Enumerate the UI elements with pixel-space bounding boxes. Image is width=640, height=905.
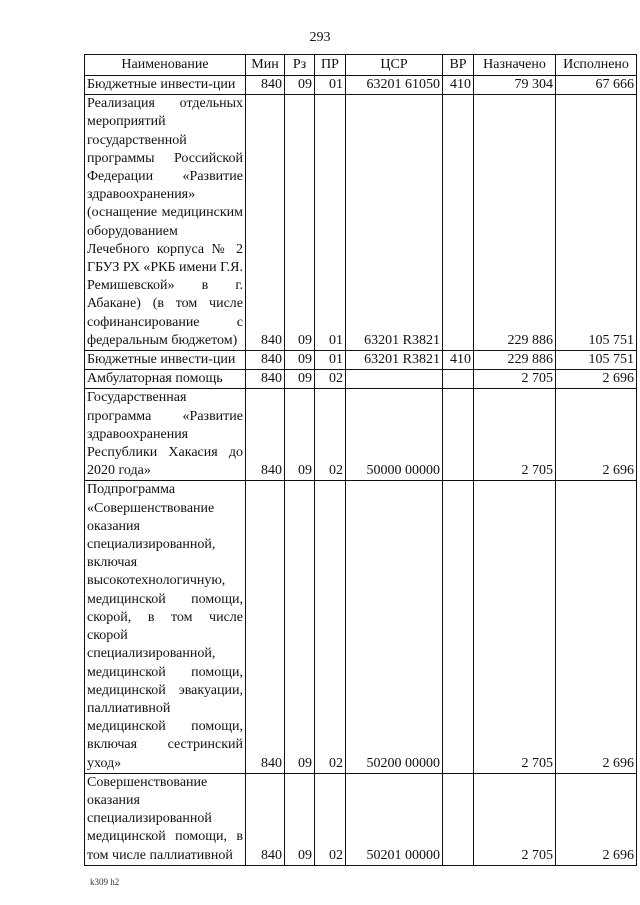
row-executed: 2 696 xyxy=(556,773,637,865)
row-assigned: 79 304 xyxy=(474,76,556,95)
row-rz: 09 xyxy=(285,370,315,389)
footer-code: k309 h2 xyxy=(90,877,120,887)
row-vr xyxy=(443,95,474,351)
row-csr: 50000 00000 xyxy=(346,389,443,481)
row-min: 840 xyxy=(246,370,285,389)
table-header-row xyxy=(85,55,637,76)
header-csr: ЦСР xyxy=(346,55,443,76)
row-name: Бюджетные инвести-ции xyxy=(85,351,246,370)
table-row xyxy=(85,481,637,773)
row-min: 840 xyxy=(246,389,285,481)
row-assigned: 2 705 xyxy=(474,773,556,865)
row-name: Государственная программа «Развитие здравоохранения Республики Хакасия до 2020 года» xyxy=(85,389,246,481)
header-vr: ВР xyxy=(443,55,474,76)
row-name: Амбулаторная помощь xyxy=(85,370,246,389)
row-vr: 410 xyxy=(443,76,474,95)
row-csr: 63201 R3821 xyxy=(346,351,443,370)
table-row xyxy=(85,370,637,389)
row-executed: 2 696 xyxy=(556,389,637,481)
row-vr: 410 xyxy=(443,351,474,370)
row-csr: 50201 00000 xyxy=(346,773,443,865)
row-assigned: 2 705 xyxy=(474,389,556,481)
page-number: 293 xyxy=(309,30,331,45)
row-executed: 2 696 xyxy=(556,481,637,773)
table-row xyxy=(85,389,637,481)
row-executed: 2 696 xyxy=(556,370,637,389)
row-pr: 01 xyxy=(315,76,346,95)
row-min: 840 xyxy=(246,481,285,773)
table-row xyxy=(85,351,637,370)
row-rz: 09 xyxy=(285,76,315,95)
header-executed: Исполнено xyxy=(556,55,637,76)
row-assigned: 229 886 xyxy=(474,351,556,370)
row-min: 840 xyxy=(246,76,285,95)
budget-table xyxy=(84,54,637,866)
header-pr: ПР xyxy=(315,55,346,76)
row-executed: 105 751 xyxy=(556,95,637,351)
table-row xyxy=(85,95,637,351)
row-pr: 01 xyxy=(315,95,346,351)
row-executed: 67 666 xyxy=(556,76,637,95)
row-vr xyxy=(443,370,474,389)
row-name: Реализация отдельных мероприятий государственной программы Российской Федерации «Развитие здравоохранения» (оснащение медицинским оборудованием Лечебного корпуса № 2 ГБУЗ РХ «РКБ имени Г.Я. Ремишевской» в г. Абакане) (в том числе софинансирование с федеральным бюджетом) xyxy=(85,95,246,351)
row-pr: 02 xyxy=(315,389,346,481)
header-min: Мин xyxy=(246,55,285,76)
row-csr xyxy=(346,370,443,389)
header-assigned: Назначено xyxy=(474,55,556,76)
row-rz: 09 xyxy=(285,773,315,865)
row-rz: 09 xyxy=(285,389,315,481)
row-assigned: 229 886 xyxy=(474,95,556,351)
row-vr xyxy=(443,389,474,481)
row-csr: 50200 00000 xyxy=(346,481,443,773)
row-rz: 09 xyxy=(285,95,315,351)
row-min: 840 xyxy=(246,773,285,865)
table-row xyxy=(85,76,637,95)
row-min: 840 xyxy=(246,351,285,370)
header-rz: Рз xyxy=(285,55,315,76)
row-name: Подпрограмма «Совершенствование оказания специализированной, включая высокотехнологичную, медицинской помощи, скорой, в том числе скорой специализированной, медицинской помощи, медицинской эвакуации, паллиативной медицинской помощи, включая сестринский уход» xyxy=(85,481,246,773)
table-row xyxy=(85,773,637,865)
row-vr xyxy=(443,773,474,865)
row-assigned: 2 705 xyxy=(474,481,556,773)
header-name: Наименование xyxy=(85,55,246,76)
row-csr: 63201 R3821 xyxy=(346,95,443,351)
row-vr xyxy=(443,481,474,773)
row-executed: 105 751 xyxy=(556,351,637,370)
row-name: Бюджетные инвести-ции xyxy=(85,76,246,95)
row-rz: 09 xyxy=(285,481,315,773)
row-rz: 09 xyxy=(285,351,315,370)
row-pr: 02 xyxy=(315,370,346,389)
row-pr: 02 xyxy=(315,773,346,865)
row-min: 840 xyxy=(246,95,285,351)
row-pr: 01 xyxy=(315,351,346,370)
row-csr: 63201 61050 xyxy=(346,76,443,95)
row-name: Совершенствование оказания специализированной медицинской помощи, в том числе паллиативной xyxy=(85,773,246,865)
row-assigned: 2 705 xyxy=(474,370,556,389)
row-pr: 02 xyxy=(315,481,346,773)
